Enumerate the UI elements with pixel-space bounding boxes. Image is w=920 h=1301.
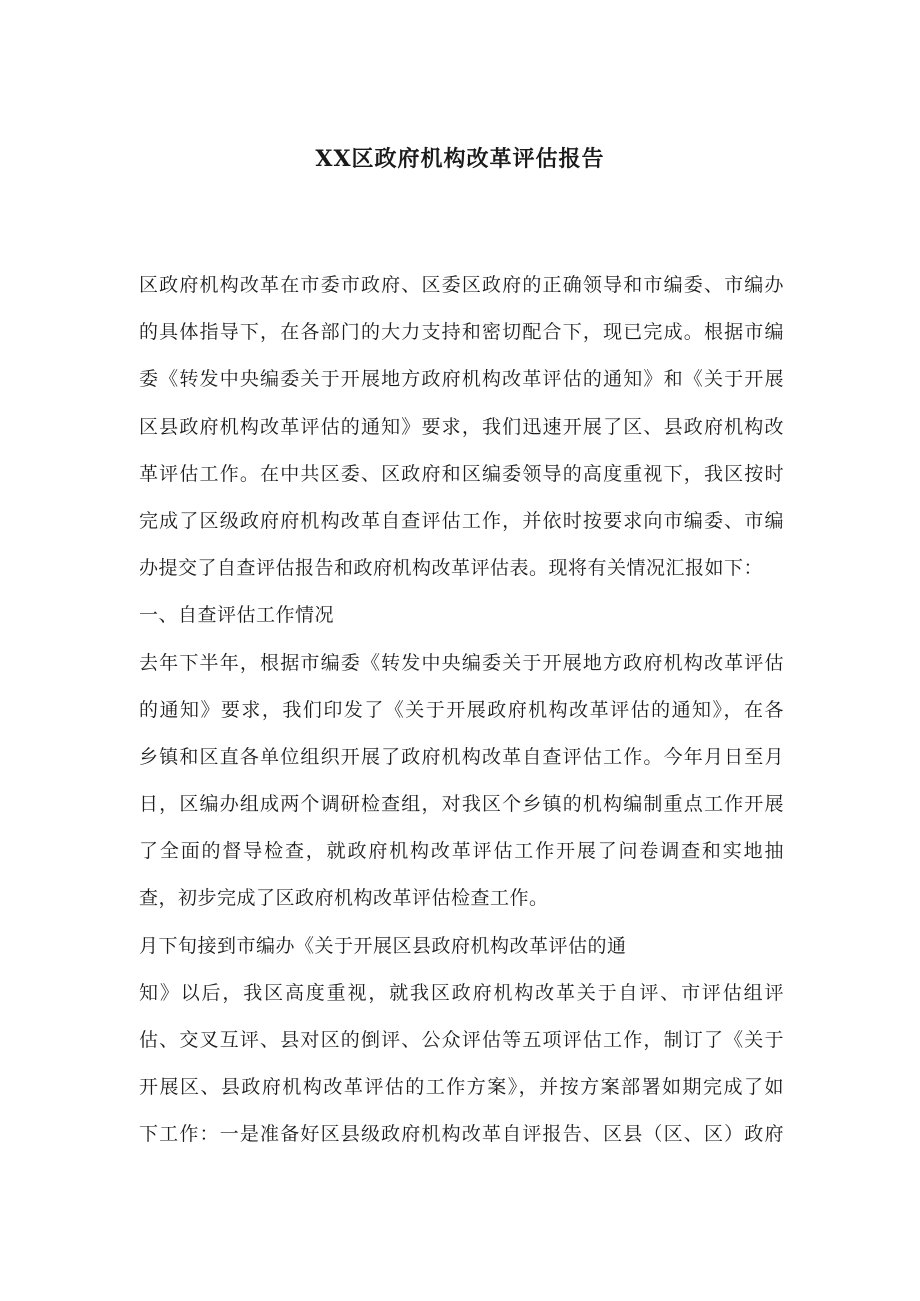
- text-line: 查，初步完成了区政府机构改革评估检查工作。: [139, 887, 549, 910]
- text-line: 革评估工作。在中共区委、区政府和区编委领导的高度重视下，我区按时: [139, 462, 784, 485]
- text-line: 月下旬接到市编办《关于开展区县政府机构改革评估的通: [139, 934, 627, 957]
- text-line: 委《转发中央编委关于开展地方政府机构改革评估的通知》和《关于开展: [139, 368, 784, 391]
- text-line: 的具体指导下，在各部门的大力支持和密切配合下，现已完成。根据市编: [139, 321, 784, 344]
- text-line: 乡镇和区直各单位组织开展了政府机构改革自查评估工作。今年月日至月: [139, 745, 784, 768]
- text-line: 的通知》要求，我们印发了《关于开展政府机构改革评估的通知》，在各: [139, 698, 784, 721]
- text-line: 办提交了自查评估报告和政府机构改革评估表。现将有关情况汇报如下：: [139, 557, 764, 580]
- document-body: [139, 262, 784, 1159]
- document-title: XX区政府机构改革评估报告: [315, 146, 605, 172]
- text-line: 完成了区级政府府机构改革自查评估工作，并依时按要求向市编委、市编: [139, 509, 784, 532]
- text-line: 知》以后，我区高度重视，就我区政府机构改革关于自评、市评估组评: [139, 981, 784, 1004]
- text-line: 日，区编办组成两个调研检查组，对我区个乡镇的机构编制重点工作开展: [139, 793, 784, 816]
- text-line: 区县政府机构改革评估的通知》要求，我们迅速开展了区、县政府机构改: [139, 415, 784, 438]
- text-line: 估、交叉互评、县对区的倒评、公众评估等五项评估工作，制订了《关于: [139, 1029, 784, 1051]
- text-line: 区政府机构改革在市委市政府、区委区政府的正确领导和市编委、市编办: [139, 274, 784, 296]
- text-line: 开展区、县政府机构改革评估的工作方案》，并按方案部署如期完成了如: [139, 1076, 784, 1099]
- text-line: 下工作：一是准备好区县级政府机构改革自评报告、区县（区、区）政府: [139, 1123, 784, 1146]
- text-line: 去年下半年，根据市编委《转发中央编委关于开展地方政府机构改革评估: [139, 651, 784, 674]
- text-line: 了全面的督导检查，就政府机构改革评估工作开展了问卷调查和实地抽: [139, 840, 784, 863]
- section-heading: 一、自查评估工作情况: [139, 604, 335, 627]
